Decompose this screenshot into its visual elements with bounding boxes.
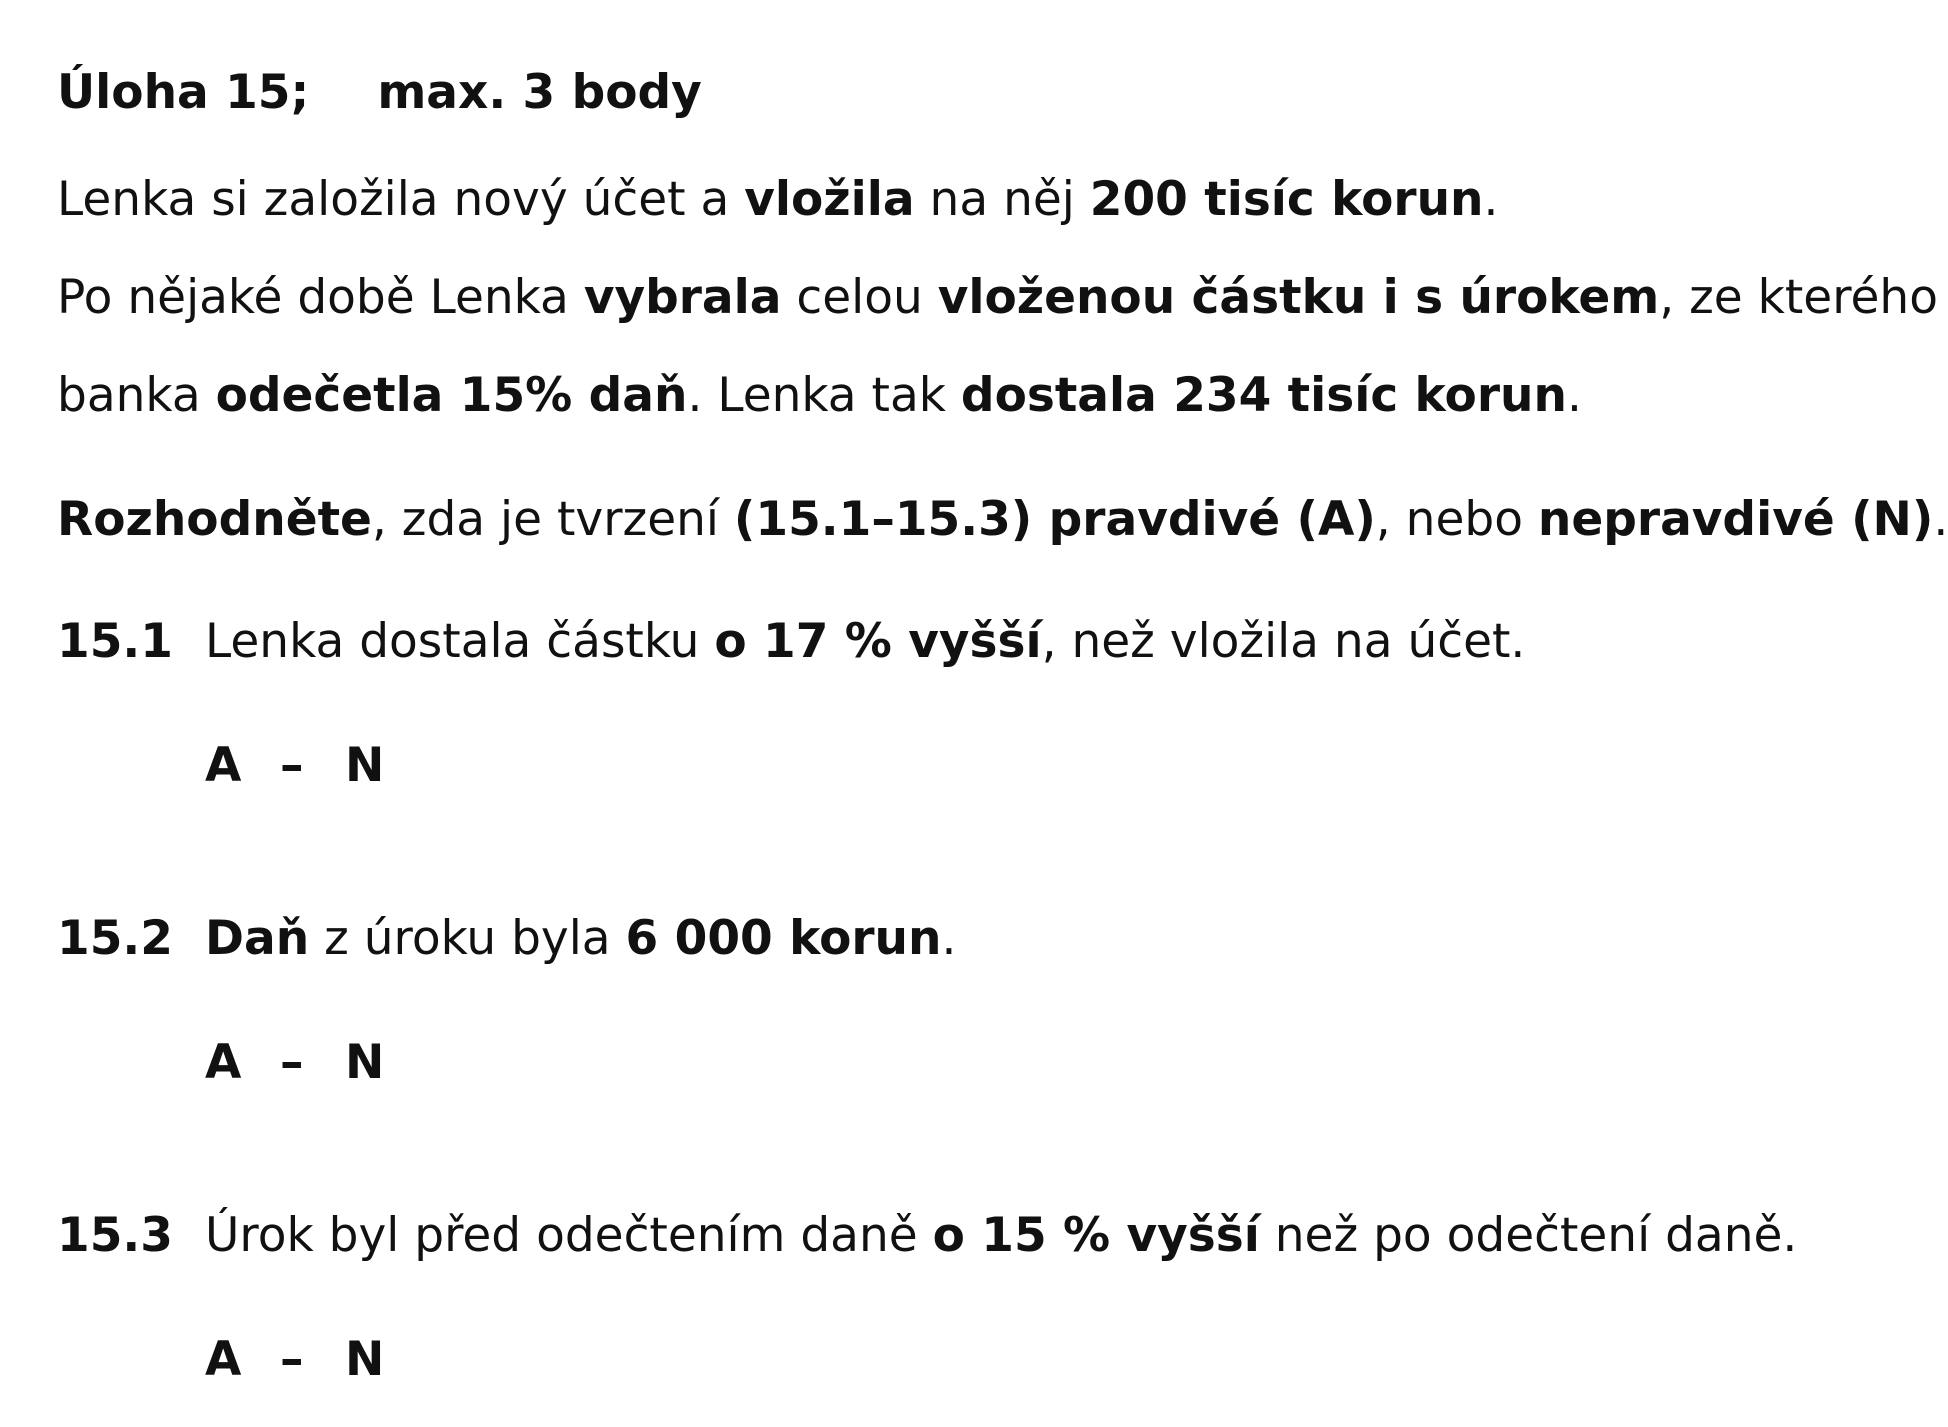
instruction-text: , nebo xyxy=(1375,492,1538,547)
intro-text: . xyxy=(1483,172,1499,227)
answer-choice-15-1 xyxy=(205,738,385,793)
intro-bold: vložila xyxy=(744,172,915,227)
intro-bold: vloženou částku i s úrokem xyxy=(937,270,1660,325)
option-n-15-2[interactable]: N xyxy=(345,1035,385,1090)
item-statement-15-2 xyxy=(205,911,957,966)
option-separator: – xyxy=(280,738,304,793)
instruction-text: . xyxy=(1933,492,1948,547)
instruction-bold: nepravdivé (N) xyxy=(1537,492,1934,547)
max-points: max. 3 body xyxy=(377,65,702,120)
intro-line-1 xyxy=(57,172,1499,227)
statement-text: , než vložila na účet. xyxy=(1041,614,1526,669)
answer-choice-15-3 xyxy=(205,1332,385,1387)
task-header xyxy=(57,65,702,120)
instruction xyxy=(57,492,1948,547)
item-statement-15-3 xyxy=(205,1208,1798,1263)
item-number-15-2: 15.2 xyxy=(57,911,173,966)
instruction-text: , zda je tvrzení xyxy=(371,492,734,547)
instruction-bold: Rozhodněte xyxy=(57,492,372,547)
statement-bold: Daň xyxy=(205,911,310,966)
intro-text: , ze kterého xyxy=(1659,270,1938,325)
option-separator: – xyxy=(280,1332,304,1387)
statement-bold: o 17 % vyšší xyxy=(714,614,1042,669)
option-separator: – xyxy=(280,1035,304,1090)
statement-text: . xyxy=(941,911,957,966)
option-a-15-1[interactable]: A xyxy=(205,738,242,793)
statement-text: než po odečtení daně. xyxy=(1259,1208,1798,1263)
intro-bold: odečetla 15% daň xyxy=(215,368,688,423)
statement-text: z úroku byla xyxy=(309,911,626,966)
intro-text: celou xyxy=(781,270,938,325)
intro-text: Lenka si založila nový účet a xyxy=(57,172,745,227)
intro-bold: 200 tisíc korun xyxy=(1089,172,1484,227)
intro-line-3 xyxy=(57,368,1582,423)
intro-bold: dostala 234 tisíc korun xyxy=(960,368,1567,423)
statement-text: Lenka dostala částku xyxy=(205,614,715,669)
item-number-15-1: 15.1 xyxy=(57,614,173,669)
option-a-15-3[interactable]: A xyxy=(205,1332,242,1387)
intro-text: na něj xyxy=(914,172,1090,227)
instruction-bold: (15.1–15.3) pravdivé (A) xyxy=(733,492,1376,547)
item-number-15-3: 15.3 xyxy=(57,1208,173,1263)
intro-text: Po nějaké době Lenka xyxy=(57,270,584,325)
answer-choice-15-2 xyxy=(205,1035,385,1090)
intro-text: banka xyxy=(57,368,216,423)
intro-bold: vybrala xyxy=(583,270,782,325)
option-n-15-3[interactable]: N xyxy=(345,1332,385,1387)
statement-bold: o 15 % vyšší xyxy=(932,1208,1260,1263)
intro-line-2 xyxy=(57,270,1938,325)
task-number: Úloha 15; xyxy=(57,65,310,120)
option-a-15-2[interactable]: A xyxy=(205,1035,242,1090)
intro-text: . Lenka tak xyxy=(687,368,961,423)
statement-bold: 6 000 korun xyxy=(625,911,942,966)
intro-text: . xyxy=(1566,368,1582,423)
option-n-15-1[interactable]: N xyxy=(345,738,385,793)
item-statement-15-1 xyxy=(205,614,1526,669)
statement-text: Úrok byl před odečtením daně xyxy=(205,1208,933,1263)
